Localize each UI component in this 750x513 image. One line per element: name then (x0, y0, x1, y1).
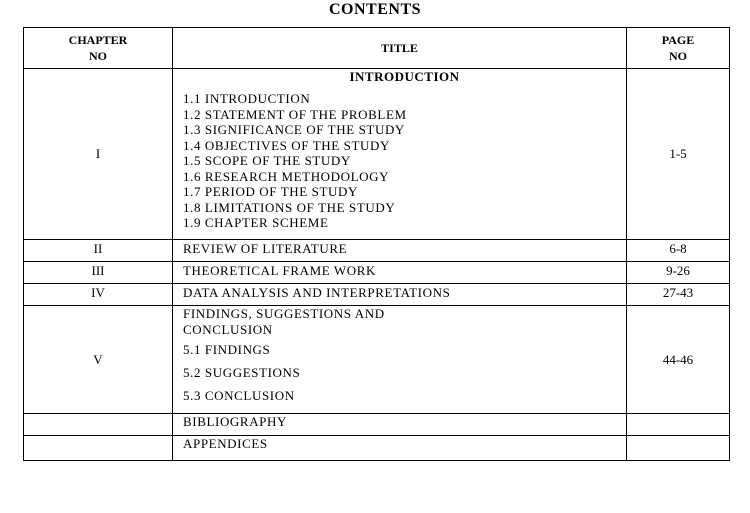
section-item: 1.5 SCOPE OF THE STUDY (183, 153, 351, 168)
table-row (24, 306, 730, 414)
page-range (627, 436, 730, 461)
page-title: CONTENTS (328, 1, 422, 18)
chapter-title: FINDINGS, SUGGESTIONS AND (183, 306, 385, 321)
page-no-header (627, 28, 730, 69)
table-row (24, 262, 730, 284)
chapter-title: THEORETICAL FRAME WORK (173, 262, 627, 284)
contents-table (23, 27, 730, 461)
page-range (627, 414, 730, 436)
chapter-number (24, 436, 173, 461)
table-row (24, 69, 730, 240)
chapter-title: APPENDICES (173, 436, 627, 461)
section-item: 5.2 SUGGESTIONS (183, 365, 301, 380)
chapter-title: REVIEW OF LITERATURE (173, 240, 627, 262)
chapter-title-cell (173, 69, 627, 240)
section-item: 1.3 SIGNIFICANCE OF THE STUDY (183, 122, 405, 137)
table-row (24, 414, 730, 436)
table-row (24, 436, 730, 461)
table-header-row (24, 28, 730, 69)
chapter-title: INTRODUCTION (349, 69, 460, 84)
chapter-number: I (24, 69, 173, 240)
chapter-title: CONCLUSION (183, 322, 273, 337)
section-item: 5.1 FINDINGS (183, 342, 271, 357)
chapter-title: BIBLIOGRAPHY (173, 414, 627, 436)
section-item: 1.4 OBJECTIVES OF THE STUDY (183, 137, 390, 153)
section-item: 1.1 INTRODUCTION (183, 91, 311, 106)
section-item: 1.6 RESEARCH METHODOLOGY (183, 168, 390, 184)
title-header: TITLE (173, 28, 627, 69)
table-row (24, 240, 730, 262)
chapter-number: II (24, 240, 173, 262)
chapter-title-cell (173, 306, 627, 414)
page-range: 44-46 (627, 306, 730, 414)
chapter-number: V (24, 306, 173, 414)
chapter-number (24, 414, 173, 436)
chapter-number: IV (24, 284, 173, 306)
page-range: 27-43 (627, 284, 730, 306)
chapter-title: DATA ANALYSIS AND INTERPRETATIONS (173, 284, 627, 306)
header-text: NO (669, 49, 687, 63)
page-range: 1-5 (627, 69, 730, 240)
section-item: 1.9 CHAPTER SCHEME (183, 215, 329, 230)
section-item: 1.8 LIMITATIONS OF THE STUDY (183, 199, 396, 215)
table-row (24, 284, 730, 306)
page-range: 6-8 (627, 240, 730, 262)
page-range: 9-26 (627, 262, 730, 284)
chapter-number: III (24, 262, 173, 284)
section-item: 5.3 CONCLUSION (183, 388, 295, 403)
chapter-no-header (24, 28, 173, 69)
header-text: PAGE (661, 33, 695, 47)
header-text: NO (89, 49, 107, 63)
section-item: 1.7 PERIOD OF THE STUDY (183, 184, 358, 199)
header-text: CHAPTER (68, 33, 128, 47)
section-item: 1.2 STATEMENT OF THE PROBLEM (183, 106, 407, 122)
